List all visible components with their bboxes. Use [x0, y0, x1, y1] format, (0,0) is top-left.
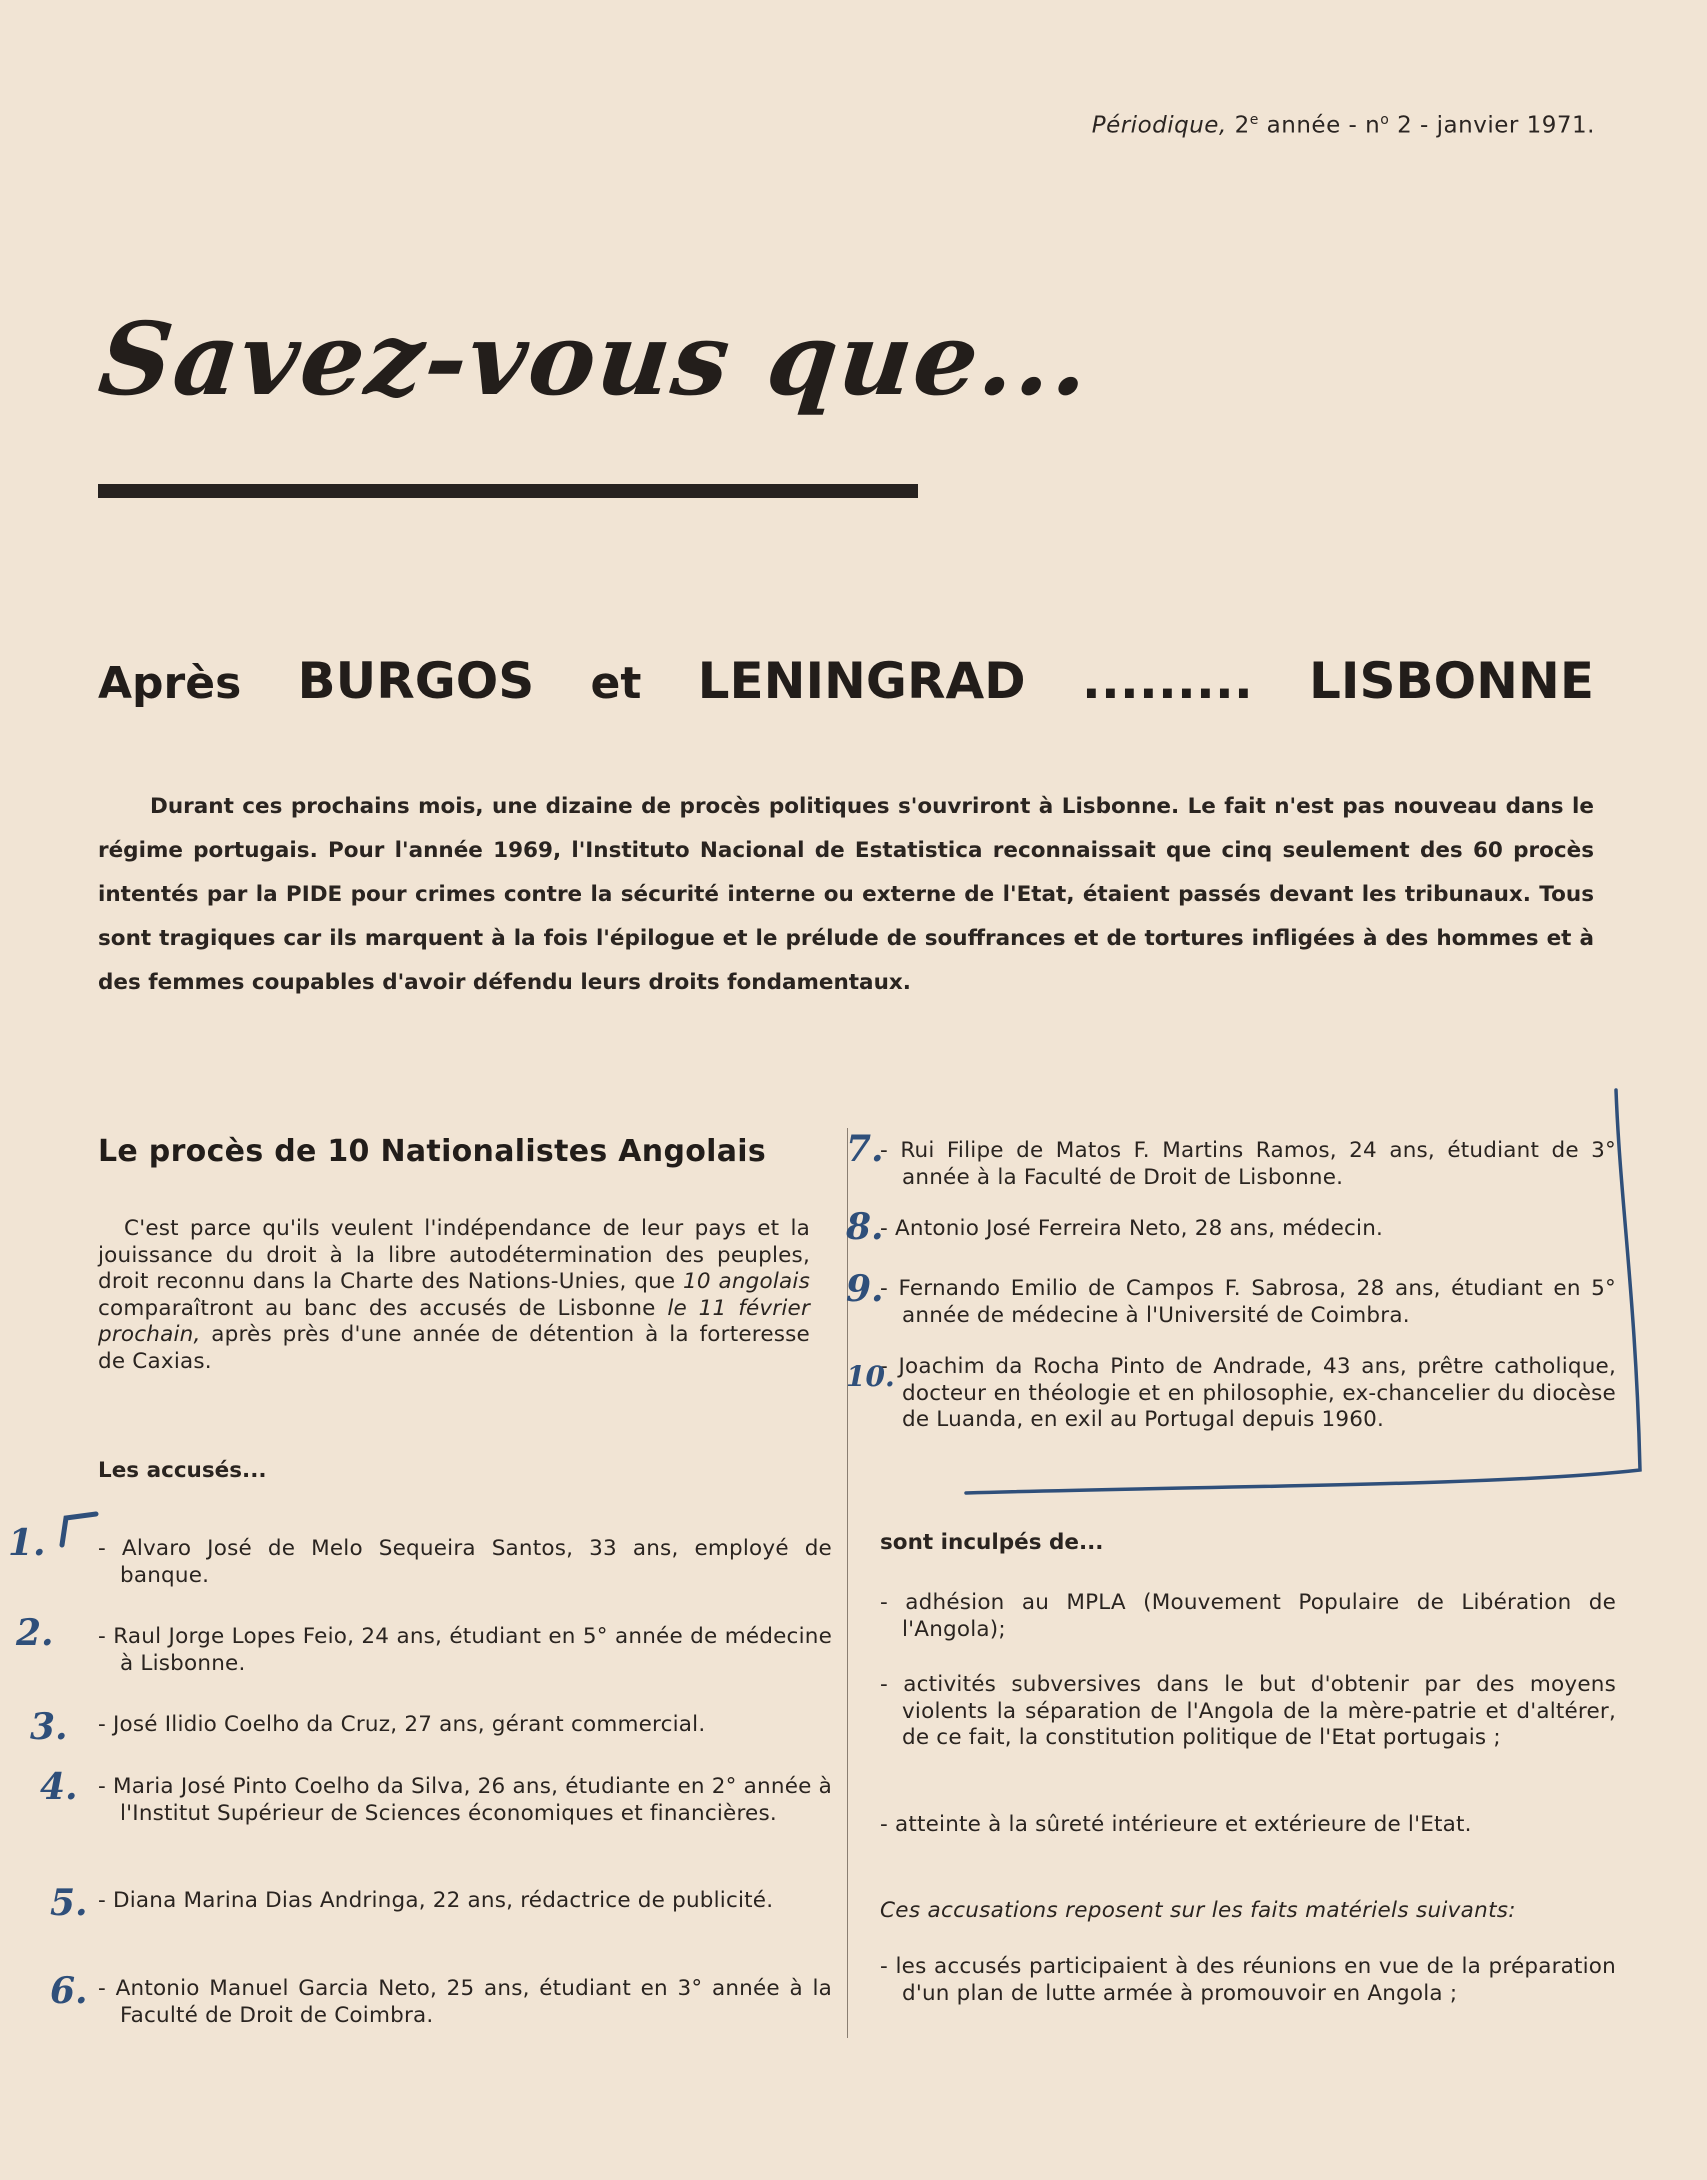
headline-lisbonne: LISBONNE	[1309, 652, 1594, 710]
facts-heading: Ces accusations reposent sur les faits matériels suivants:	[880, 1898, 1516, 1923]
section-title: Le procès de 10 Nationalistes Angolais	[98, 1134, 767, 1169]
accused-entry-1: - Alvaro José de Melo Sequeira Santos, 33 ans, employé de banque.	[98, 1536, 832, 1588]
headline-apres: Après	[98, 658, 242, 709]
hand-number-4: 4.	[40, 1766, 78, 1808]
headline-dots: .........	[1081, 652, 1253, 710]
accused-entry-2: - Raul Jorge Lopes Feio, 24 ans, étudiant en 5° année de médecine à Lisbonne.	[98, 1624, 832, 1676]
headline-leningrad: LENINGRAD	[697, 652, 1026, 710]
accused-entry-3: - José Ilidio Coelho da Cruz, 27 ans, gérant commercial.	[98, 1712, 706, 1737]
hand-number-10: 10.	[846, 1360, 895, 1393]
accused-entry-7: - Rui Filipe de Matos F. Martins Ramos, 24 ans, étudiant de 3° année à la Faculté de Droit de Lisbonne.	[880, 1138, 1616, 1190]
charge-item-3: - atteinte à la sûreté intérieure et extérieure de l'Etat.	[880, 1812, 1472, 1837]
accused-entry-4: - Maria José Pinto Coelho da Silva, 26 ans, étudiante en 2° année à l'Institut Supérieur de Sciences économiques et financières.	[98, 1774, 832, 1826]
headline-et: et	[590, 658, 642, 709]
page-title: Savez-vous que...	[93, 300, 1097, 418]
accused-entry-10: - Joachim da Rocha Pinto de Andrade, 43 ans, prêtre catholique, docteur en théologie et en philosophie, ex-chancelier du diocèse de Luanda, en exil au Portugal depuis 1960.	[880, 1354, 1616, 1432]
hand-number-1: 1.	[8, 1522, 46, 1564]
intro-paragraph: Durant ces prochains mois, une dizaine de procès politiques s'ouvriront à Lisbonne. Le fait n'est pas nouveau dans le régime portugais. Pour l'année 1969, l'Instituto Nacional de Estatistica reconnaissait que cinq seulement des 60 procès intentés par la PIDE pour crimes contre la sécurité interne ou externe de l'Etat, étaient passés devant les tribunaux. Tous sont tragiques car ils marquent à la fois l'épilogue et le prélude de souffrances et de tortures infligées à des hommes et à des femmes coupables d'avoir défendu leurs droits fondamentaux.	[98, 794, 1594, 995]
bracket-line	[966, 1090, 1640, 1493]
hand-number-3: 3.	[30, 1706, 68, 1748]
accused-entry-9: - Fernando Emilio de Campos F. Sabrosa, 28 ans, étudiant en 5° année de médecine à l'Université de Coimbra.	[880, 1276, 1616, 1328]
hand-number-2: 2.	[16, 1612, 54, 1654]
hand-number-7: 7.	[846, 1128, 884, 1170]
hand-number-5: 5.	[50, 1882, 88, 1924]
accused-entry-6: - Antonio Manuel Garcia Neto, 25 ans, étudiant en 3° année à la Faculté de Droit de Coimbra.	[98, 1976, 832, 2028]
trial-paragraph: C'est parce qu'ils veulent l'indépendance de leur pays et la jouissance du droit à la libre autodétermination des peuples, droit reconnu dans la Charte des Nations-Unies, que 10 angolais comparaîtront au banc des accusés de Lisbonne le 11 février prochain, après près d'une année de détention à la forteresse de Caxias.	[98, 1216, 810, 1374]
charges-heading: sont inculpés de...	[880, 1530, 1104, 1555]
issue-info: Périodique, 2e année - $n^o$ 2 - janvier 1971.	[1091, 112, 1595, 139]
charge-item-2: - activités subversives dans le but d'obtenir par des moyens violents la séparation de l'Angola de la mère-patrie et d'altérer, de ce fait, la constitution politique de l'Etat portugais ;	[880, 1672, 1616, 1750]
hand-number-8: 8.	[846, 1206, 884, 1248]
hand-number-9: 9.	[846, 1268, 884, 1310]
fact-item-1: - les accusés participaient à des réunions en vue de la préparation d'un plan de lutte armée à promouvoir en Angola ;	[880, 1954, 1616, 2006]
accused-entry-5: - Diana Marina Dias Andringa, 22 ans, rédactrice de publicité.	[98, 1888, 774, 1913]
accused-entry-8: - Antonio José Ferreira Neto, 28 ans, médecin.	[880, 1216, 1384, 1241]
hand-number-6: 6.	[50, 1970, 88, 2012]
bracket-mark	[62, 1514, 96, 1545]
charge-item-1: - adhésion au MPLA (Mouvement Populaire de Libération de l'Angola);	[880, 1590, 1616, 1642]
headline-burgos: BURGOS	[297, 652, 535, 710]
accused-heading: Les accusés...	[98, 1458, 267, 1483]
